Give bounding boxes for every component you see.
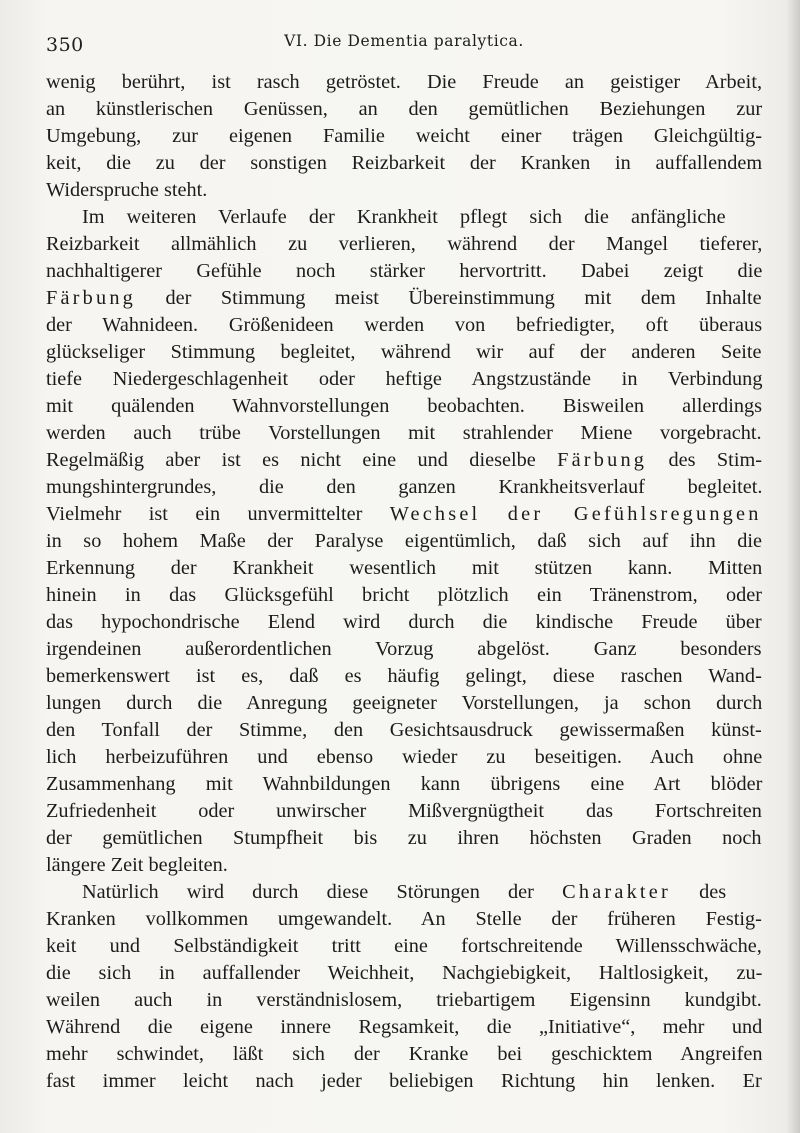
- running-head: [46, 30, 762, 60]
- text-line: der Wahnideen. Größenideen werden von befriedigter, oft überaus: [46, 314, 763, 336]
- text-line: Vielmehr ist ein unvermittelter Wechsel der Gefühlsregungen: [46, 503, 762, 525]
- text-line: bemerkenswert ist es, daß es häufig gelingt, diese raschen Wand-: [46, 665, 762, 687]
- text-line: mehr schwindet, läßt sich der Kranke bei geschicktem Angreifen: [46, 1043, 763, 1065]
- text-line: Erkennung der Krankheit wesentlich mit stützen kann. Mitten: [46, 557, 763, 579]
- text-line: die sich in auffallender Weichheit, Nachgiebigkeit, Haltlosigkeit, zu-: [46, 962, 763, 984]
- text-line: der gemütlichen Stumpfheit bis zu ihren höchsten Graden noch: [46, 827, 762, 849]
- text-line: Widerspruche steht.: [46, 179, 208, 201]
- text-line: nachhaltigerer Gefühle noch stärker hervortritt. Dabei zeigt die: [46, 260, 763, 282]
- paragraph-1: [46, 69, 762, 204]
- text-line: Umgebung, zur eigenen Familie weicht einer trägen Gleichgültig-: [46, 125, 763, 147]
- text-line: Im weiteren Verlaufe der Krankheit pflegt sich die anfängliche: [82, 206, 726, 228]
- text-line: tiefe Niedergeschlagenheit oder heftige Angstzustände in Verbindung: [46, 368, 763, 390]
- text-line: lungen durch die Anregung geeigneter Vorstellungen, ja schon durch: [46, 692, 763, 714]
- text-line: Kranken vollkommen umgewandelt. An Stelle der früheren Festig-: [46, 908, 762, 930]
- paragraph-2: [46, 204, 762, 879]
- paragraph-3: [46, 879, 762, 1095]
- body-text: [46, 69, 762, 1095]
- text-line: wenig berührt, ist rasch getröstet. Die Freude an geistiger Arbeit,: [46, 71, 763, 93]
- text-line: mungshintergrundes, die den ganzen Krankheitsverlauf begleitet.: [46, 476, 763, 498]
- text-line: in so hohem Maße der Paralyse eigentümlich, daß sich auf ihn die: [46, 530, 763, 552]
- text-line: das hypochondrische Elend wird durch die kindische Freude über: [46, 611, 762, 633]
- text-line: den Tonfall der Stimme, den Gesichtsausdruck gewissermaßen künst-: [46, 719, 762, 741]
- text-line: keit und Selbständigkeit tritt eine fortschreitende Willensschwäche,: [46, 935, 762, 957]
- text-line: Während die eigene innere Regsamkeit, die „Initiative“, mehr und: [46, 1016, 763, 1038]
- text-line: lich herbeizuführen und ebenso wieder zu beseitigen. Auch ohne: [46, 746, 763, 768]
- text-line: keit, die zu der sonstigen Reizbarkeit der Kranken in auffallendem: [46, 152, 763, 174]
- text-line: weilen auch in verständnislosem, triebartigem Eigensinn kundgibt.: [46, 989, 762, 1011]
- text-line: an künstlerischen Genüssen, an den gemütlichen Beziehungen zur: [46, 98, 763, 120]
- chapter-title: VI. Die Dementia paralytica.: [284, 32, 524, 50]
- page-number: 350: [46, 34, 84, 56]
- text-line: mit quälenden Wahnvorstellungen beobachten. Bisweilen allerdings: [46, 395, 763, 417]
- text-line: Regelmäßig aber ist es nicht eine und dieselbe Färbung des Stim-: [46, 449, 762, 471]
- text-line: Färbung der Stimmung meist Übereinstimmung mit dem Inhalte: [46, 287, 762, 309]
- text-line: irgendeinen außerordentlichen Vorzug abgelöst. Ganz besonders: [46, 638, 762, 660]
- text-line: hinein in das Glücksgefühl bricht plötzlich ein Tränenstrom, oder: [46, 584, 763, 606]
- text-line: Zusammenhang mit Wahnbildungen kann übrigens eine Art blöder: [46, 773, 763, 795]
- text-line: werden auch trübe Vorstellungen mit strahlender Miene vorgebracht.: [46, 422, 762, 444]
- text-line: fast immer leicht nach jeder beliebigen Richtung hin lenken. Er: [46, 1070, 762, 1092]
- text-line: Zufriedenheit oder unwirscher Mißvergnügtheit das Fortschreiten: [46, 800, 762, 822]
- text-line: längere Zeit begleiten.: [46, 854, 228, 876]
- text-line: glückseliger Stimmung begleitet, während wir auf der anderen Seite: [46, 341, 762, 363]
- page-spine-shadow: [786, 0, 800, 1133]
- text-line: Reizbarkeit allmählich zu verlieren, während der Mangel tieferer,: [46, 233, 763, 255]
- text-line: Natürlich wird durch diese Störungen der Charakter des: [82, 881, 727, 903]
